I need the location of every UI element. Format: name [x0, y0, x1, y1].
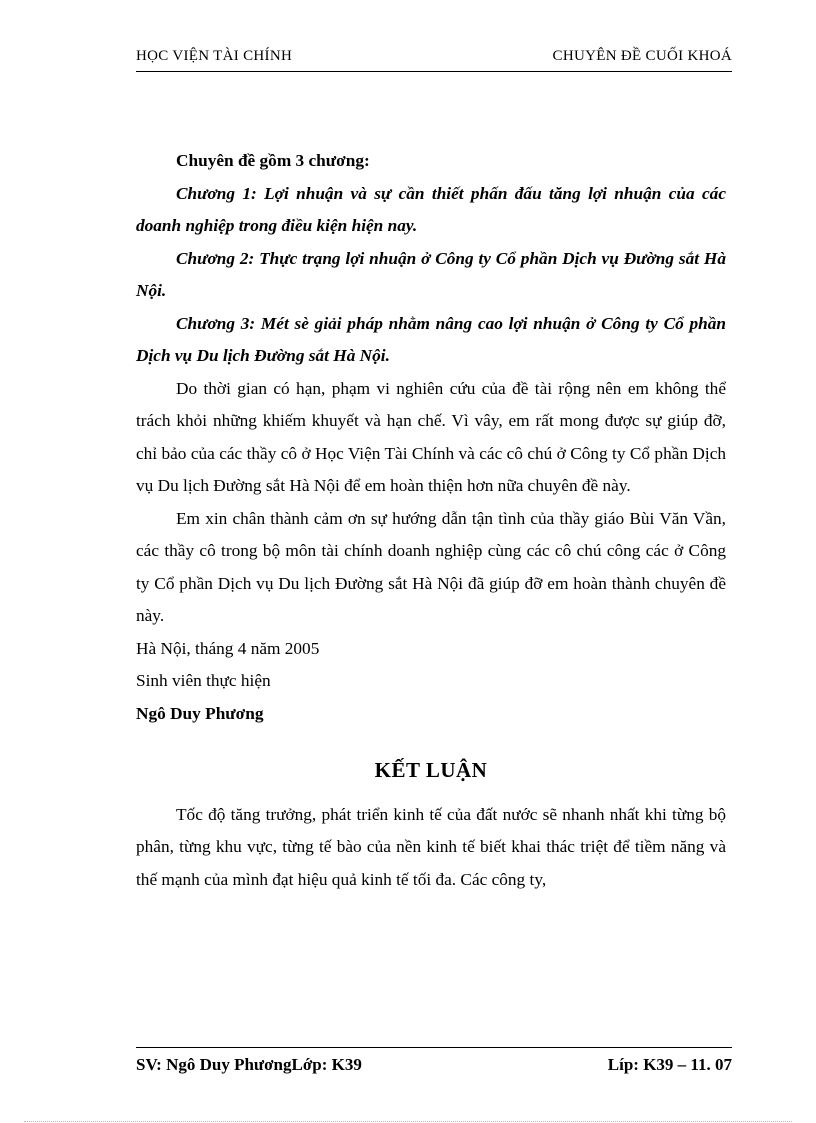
signature-role: Sinh viên thực hiện: [136, 671, 271, 690]
footer-student: SV: Ngô Duy PhươngLớp: K39: [136, 1055, 362, 1074]
document-body: [136, 145, 726, 896]
header-divider: [136, 71, 732, 72]
chapters-intro: Chuyên đề gồm 3 chương:: [176, 151, 370, 170]
page-edge-divider: [24, 1121, 792, 1122]
conclusion-heading: KẾT LUẬN: [374, 758, 488, 782]
signature-date: Hà Nội, tháng 4 năm 2005: [136, 638, 320, 658]
header-institution: HỌC VIỆN TÀI CHÍNH: [136, 48, 293, 64]
paragraph-thanks: Em xin chân thành cảm ơn sự hướng dẫn tận tình của thầy giáo Bùi Văn Vần, các thầy cô trong bộ môn tài chính doanh nghiệp cùng các cô chú công các ở Công ty Cổ phần Dịch vụ Du lịch Đường sắt Hà Nội đã giúp đỡ em hoàn thành chuyên đề này.: [136, 508, 726, 625]
conclusion-paragraph: Tốc độ tăng trưởng, phát triển kinh tế của đất nước sẽ nhanh nhất khi từng bộ phân, từng khu vực, từng tế bào của nền kinh tế biết khai thác triệt để tiềm năng và thế mạnh của mình đạt hiệu quả kinh tế tối đa. Các công ty,: [136, 804, 726, 889]
chapter-3: Chương 3: Mét sè giải pháp nhằm nâng cao lợi nhuận ở Công ty Cổ phần Dịch vụ Du lịch Đường sắt Hà Nội.: [136, 313, 726, 365]
paragraph-limitations: Do thời gian có hạn, phạm vi nghiên cứu của đề tài rộng nên em không thể trách khỏi những khiếm khuyết và hạn chế. Vì vây, em rất mong được sự giúp đỡ, chỉ bảo của các thầy cô ở Học Viện Tài Chính và các cô chú ở Công ty Cổ phần Dịch vụ Du lịch Đường sắt Hà Nội để em hoàn thiện hơn nữa chuyên đề này.: [136, 378, 726, 495]
page-footer: [136, 1055, 732, 1079]
page-header: [136, 48, 732, 70]
chapter-2: Chương 2: Thực trạng lợi nhuận ở Công ty Cổ phần Dịch vụ Đường sắt Hà Nội.: [136, 248, 726, 300]
header-document-type: CHUYÊN ĐỀ CUỐI KHOÁ: [552, 48, 732, 64]
signature-name: Ngô Duy Phương: [136, 703, 264, 723]
footer-divider: [136, 1047, 732, 1048]
chapter-1: Chương 1: Lợi nhuận và sự cần thiết phấn đấu tăng lợi nhuận của các doanh nghiệp trong điều kiện hiện nay.: [136, 183, 726, 235]
footer-class: Líp: K39 – 11. 07: [607, 1055, 732, 1074]
